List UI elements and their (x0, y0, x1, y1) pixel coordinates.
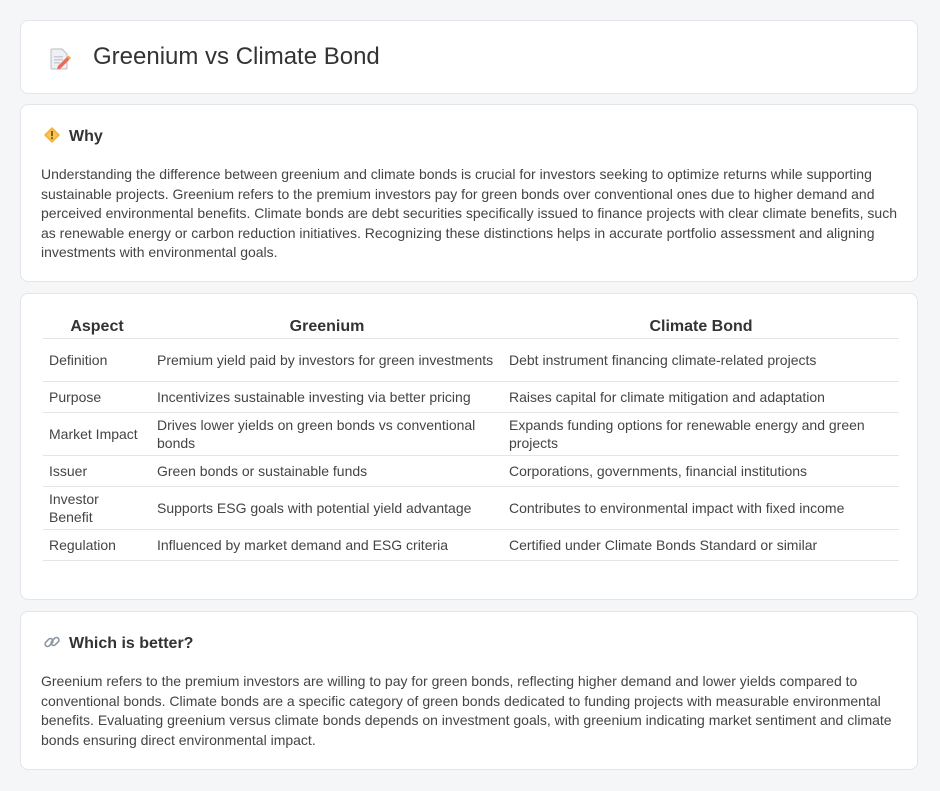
table-row (43, 339, 899, 382)
table-cell: Incentivizes sustainable investing via better pricing (151, 382, 503, 413)
table-row (43, 413, 899, 456)
table-header-row (43, 314, 899, 339)
table-row (43, 530, 899, 561)
table-cell: Green bonds or sustainable funds (151, 456, 503, 487)
table-cell: Expands funding options for renewable energy and green projects (503, 413, 899, 456)
why-text: Understanding the difference between greenium and climate bonds is crucial for investors seeking to optimize returns while supporting sustainable projects. Greenium refers to the premium investors pay for green bonds over conventional ones due to higher demand and perceived environmental benefits. Climate bonds are debt securities specifically issued to finance projects with clear climate benefits, such as renewable energy or carbon reduction initiatives. Recognizing these distinctions helps in accurate portfolio assessment and aligning investments with environmental goals. (41, 166, 897, 260)
document-icon (49, 47, 71, 76)
column-header: Climate Bond (503, 314, 899, 339)
why-heading-row (43, 127, 103, 147)
table-cell: Issuer (43, 456, 151, 487)
table-row (43, 456, 899, 487)
table-cell: Debt instrument financing climate-related projects (503, 339, 899, 382)
comparison-table (43, 314, 899, 561)
page-title: Greenium vs Climate Bond (93, 43, 380, 70)
table-cell: Definition (43, 339, 151, 382)
header-card (20, 20, 918, 94)
table-cell: Drives lower yields on green bonds vs conventional bonds (151, 413, 503, 456)
why-heading: Why (69, 128, 103, 145)
table-cell: Contributes to environmental impact with fixed income (503, 487, 899, 530)
which-is-better-section (20, 611, 918, 770)
comparison-section (20, 293, 918, 600)
table-cell: Purpose (43, 382, 151, 413)
table-cell: Raises capital for climate mitigation and adaptation (503, 382, 899, 413)
better-heading: Which is better? (69, 635, 194, 652)
better-text: Greenium refers to the premium investors are willing to pay for green bonds, reflecting higher demand and lower yields compared to conventional bonds. Climate bonds are a specific category of green bonds dedicated to funding projects with measurable environmental benefits. Evaluating greenium versus climate bonds depends on investment goals, with greenium indicating market sentiment and climate bonds ensuring direct environmental impact. (41, 673, 892, 748)
column-header: Greenium (151, 314, 503, 339)
table-cell: Supports ESG goals with potential yield advantage (151, 487, 503, 530)
table-cell: Influenced by market demand and ESG criteria (151, 530, 503, 561)
better-heading-row (43, 634, 193, 654)
warning-diamond-icon (43, 126, 61, 149)
why-section (20, 104, 918, 282)
table-row (43, 487, 899, 530)
column-header: Aspect (43, 314, 151, 339)
table-cell: Regulation (43, 530, 151, 561)
table-cell: Certified under Climate Bonds Standard or similar (503, 530, 899, 561)
table-cell: Corporations, governments, financial institutions (503, 456, 899, 487)
table-cell: Premium yield paid by investors for green investments (151, 339, 503, 382)
table-row (43, 382, 899, 413)
table-cell: Market Impact (43, 413, 151, 456)
table-cell: Investor Benefit (43, 487, 151, 530)
link-icon (43, 633, 61, 656)
